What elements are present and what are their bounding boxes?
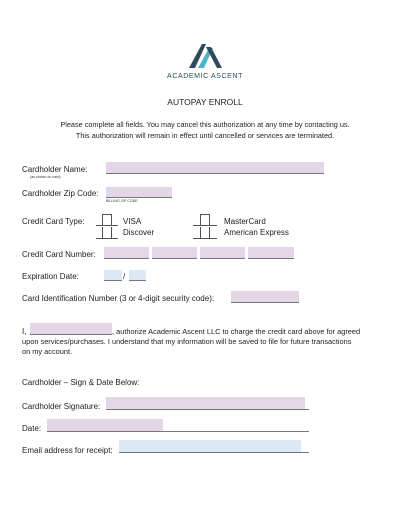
academic-ascent-logo [186, 42, 226, 70]
sign-date-heading: Cardholder – Sign & Date Below: [22, 378, 140, 387]
cid-field[interactable] [231, 291, 299, 303]
brand-name: ACADEMIC ASCENT [167, 73, 243, 80]
card-number-group-4[interactable] [248, 247, 294, 259]
expiration-month-field[interactable] [104, 270, 122, 281]
card-number-group-1[interactable] [104, 247, 149, 259]
card-number-label: Credit Card Number: [22, 250, 96, 259]
american-express-label: American Express [224, 228, 289, 237]
cardholder-name-field[interactable] [106, 162, 324, 174]
email-label: Email address for receipt: [22, 446, 113, 455]
expiration-year-field[interactable] [129, 270, 146, 281]
visa-checkbox[interactable] [96, 214, 118, 226]
card-number-group-3[interactable] [200, 247, 245, 259]
zip-code-label: Cardholder Zip Code: [22, 189, 99, 198]
mastercard-label: MasterCard [224, 217, 266, 226]
card-type-label: Credit Card Type: [22, 217, 85, 226]
auth-line-1: , authorize Academic Ascent LLC to charge the credit card above for agreed [112, 327, 361, 336]
auth-line-2: upon services/purchases. I understand that my information will be saved to file for future transactions [22, 337, 352, 346]
auth-prefix: I, [22, 327, 27, 336]
date-underline [47, 431, 309, 432]
email-underline [119, 452, 309, 453]
signature-label: Cardholder Signature: [22, 402, 101, 411]
auth-line-3: on my account. [22, 347, 73, 356]
mastercard-checkbox[interactable] [193, 214, 217, 226]
cardholder-name-hint: (as shown on card) [30, 175, 61, 179]
discover-checkbox[interactable] [96, 227, 118, 239]
intro-line-2: This authorization will remain in effect until cancelled or services are terminated. [75, 131, 335, 140]
signature-underline [106, 409, 309, 410]
authorizer-name-field[interactable] [30, 323, 112, 335]
zip-code-field[interactable] [106, 187, 172, 198]
expiration-label: Expiration Date: [22, 272, 79, 281]
visa-label: VISA [123, 217, 142, 226]
form-title: AUTOPAY ENROLL [167, 97, 243, 107]
cardholder-name-label: Cardholder Name: [22, 165, 88, 174]
american-express-checkbox[interactable] [193, 227, 217, 239]
expiration-separator: / [123, 272, 126, 281]
cid-label: Card Identification Number (3 or 4-digit security code): [22, 294, 215, 303]
card-number-group-2[interactable] [152, 247, 197, 259]
mountain-logo-icon [186, 42, 226, 70]
zip-code-hint: BILLING ZIP CODE [106, 199, 138, 203]
intro-line-1: Please complete all fields. You may cancel this authorization at any time by contacting us. [60, 120, 350, 129]
date-label: Date: [22, 424, 42, 433]
discover-label: Discover [123, 228, 155, 237]
